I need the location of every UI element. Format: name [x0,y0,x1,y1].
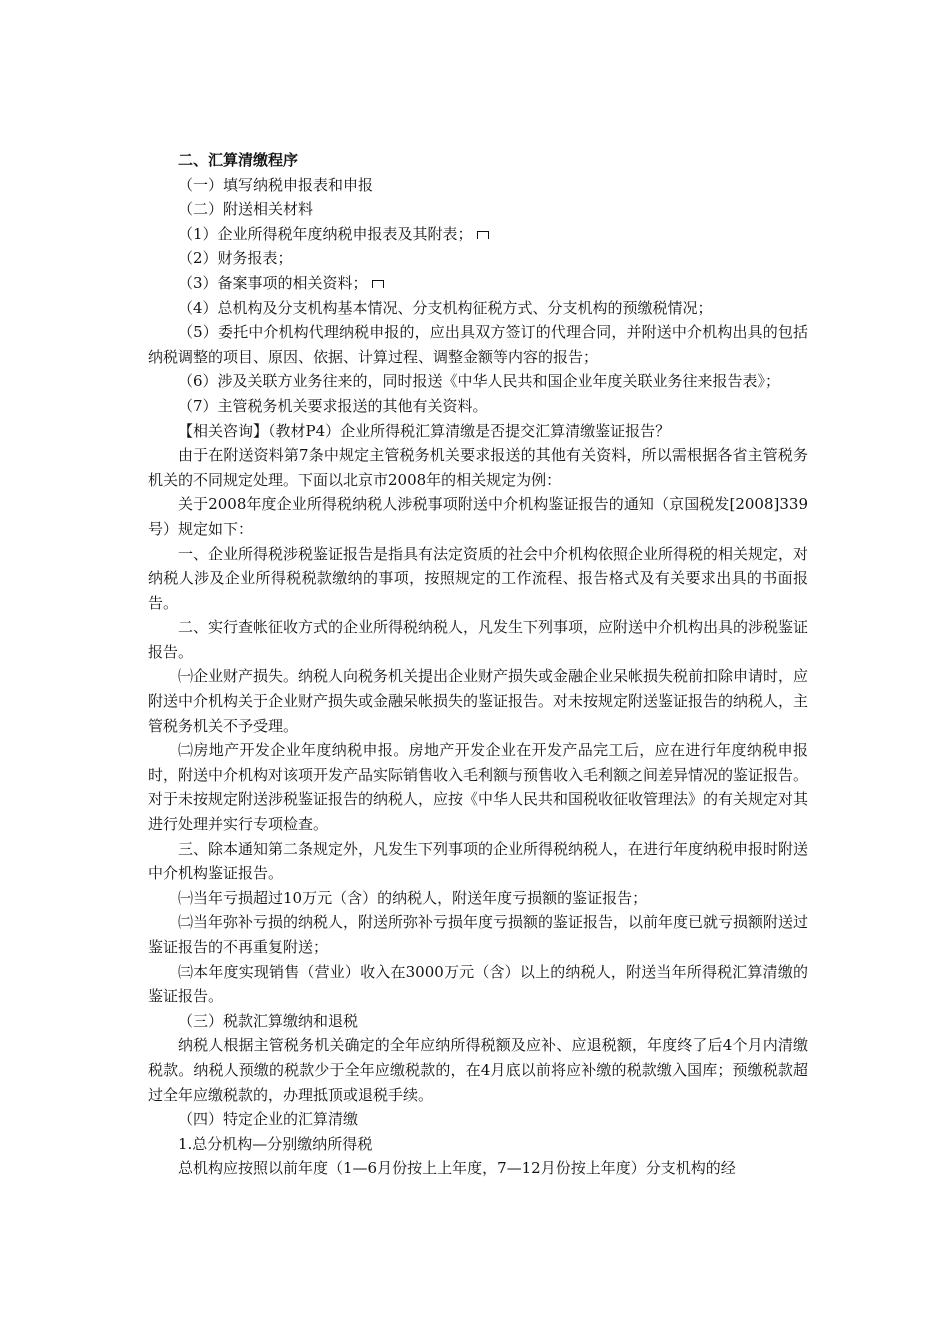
paragraph: （7）主管税务机关要求报送的其他有关资料。 [178,396,488,415]
paragraph: 关于2008年度企业所得税纳税人涉税事项附送中介机构鉴证报告的通知（京国税发[2008]339号）规定如下： [148,495,808,538]
paragraph: （三）税款汇算缴纳和退税 [178,1011,359,1030]
paragraph-text: （3）备案事项的相关资料； [178,273,368,292]
paragraph: 纳税人根据主管税务机关确定的全年应纳所得税额及应补、应退税额，年度终了后4个月内清缴税款。纳税人预缴的税款少于全年应缴税款的，在4月底以前将应补缴的税款缴入国库；预缴税款超过全年应缴税款的，办理抵顶或退税手续。 [148,1036,808,1104]
paragraph: ㈠当年亏损超过10万元（含）的纳税人，附送年度亏损额的鉴证报告； [178,888,648,907]
paragraph: ㈡房地产开发企业年度纳税申报。房地产开发企业在开发产品完工后，应在进行年度纳税申报时，附送中介机构对该项开发产品实际销售收入毛利额与预售收入毛利额之间差异情况的鉴证报告。对于未按规定附送涉税鉴证报告的纳税人，应按《中华人民共和国税收征收管理法》的有关规定对其进行处理并实行专项检查。 [148,741,809,834]
paragraph: 二、实行查帐征收方式的企业所得税纳税人，凡发生下列事项，应附送中介机构出具的涉税鉴证报告。 [148,618,809,661]
paragraph [148,222,808,247]
paragraph: 【相关咨询】（教材P4）企业所得税汇算清缴是否提交汇算清缴鉴证报告？ [178,421,671,440]
paragraph: ㈢本年度实现销售（营业）收入在3000万元（含）以上的纳税人，附送当年所得税汇算清缴的鉴证报告。 [148,962,808,1006]
section-heading: 二、汇算清缴程序 [178,151,299,169]
paragraph: 总机构应按照以前年度（1—6月份按上上年度，7—12月份按上年度）分支机构的经 [178,1159,736,1178]
paragraph-text: （1）企业所得税年度纳税申报表及其附表； [178,224,473,243]
bracket-mark-icon [372,280,384,288]
paragraph: （四）特定企业的汇算清缴 [178,1110,359,1129]
paragraph: 1.总分机构—分别缴纳所得税 [178,1134,373,1153]
paragraph [148,271,808,296]
paragraph: 由于在附送资料第7条中规定主管税务机关要求报送的其他有关资料，所以需根据各省主管税务机关的不同规定处理。下面以北京市2008年的相关规定为例： [148,446,808,489]
bracket-mark-icon [477,231,489,239]
paragraph: （二）附送相关材料 [178,200,314,219]
paragraph: （2）财务报表； [178,249,293,268]
paragraph: （5）委托中介机构代理纳税申报的，应出具双方签订的代理合同，并附送中介机构出具的包括纳税调整的项目、原因、依据、计算过程、调整金额等内容的报告； [148,323,808,366]
paragraph: （一）填写纳税申报表和申报 [178,175,374,194]
paragraph: ㈠企业财产损失。纳税人向税务机关提出企业财产损失或金融企业呆帐损失税前扣除申请时，应附送中介机构关于企业财产损失或金融呆帐损失的鉴证报告。对未按规定附送鉴证报告的纳税人，主管税务机关不予受理。 [148,667,809,735]
paragraph: ㈡当年弥补亏损的纳税人，附送所弥补亏损年度亏损额的鉴证报告，以前年度已就亏损额附送过鉴证报告的不再重复附送； [148,913,809,956]
paragraph: （6）涉及关联方业务往来的，同时报送《中华人民共和国企业年度关联业务往来报告表》； [178,372,781,391]
paragraph: （4）总机构及分支机构基本情况、分支机构征税方式、分支机构的预缴税情况； [178,298,713,317]
document-body [148,148,808,1181]
paragraph: 一、企业所得税涉税鉴证报告是指具有法定资质的社会中介机构依照企业所得税的相关规定，对纳税人涉及企业所得税税款缴纳的事项，按照规定的工作流程、报告格式及有关要求出具的书面报告。 [148,544,809,612]
paragraph: 三、除本通知第二条规定外，凡发生下列事项的企业所得税纳税人，在进行年度纳税申报时附送中介机构鉴证报告。 [148,839,809,883]
